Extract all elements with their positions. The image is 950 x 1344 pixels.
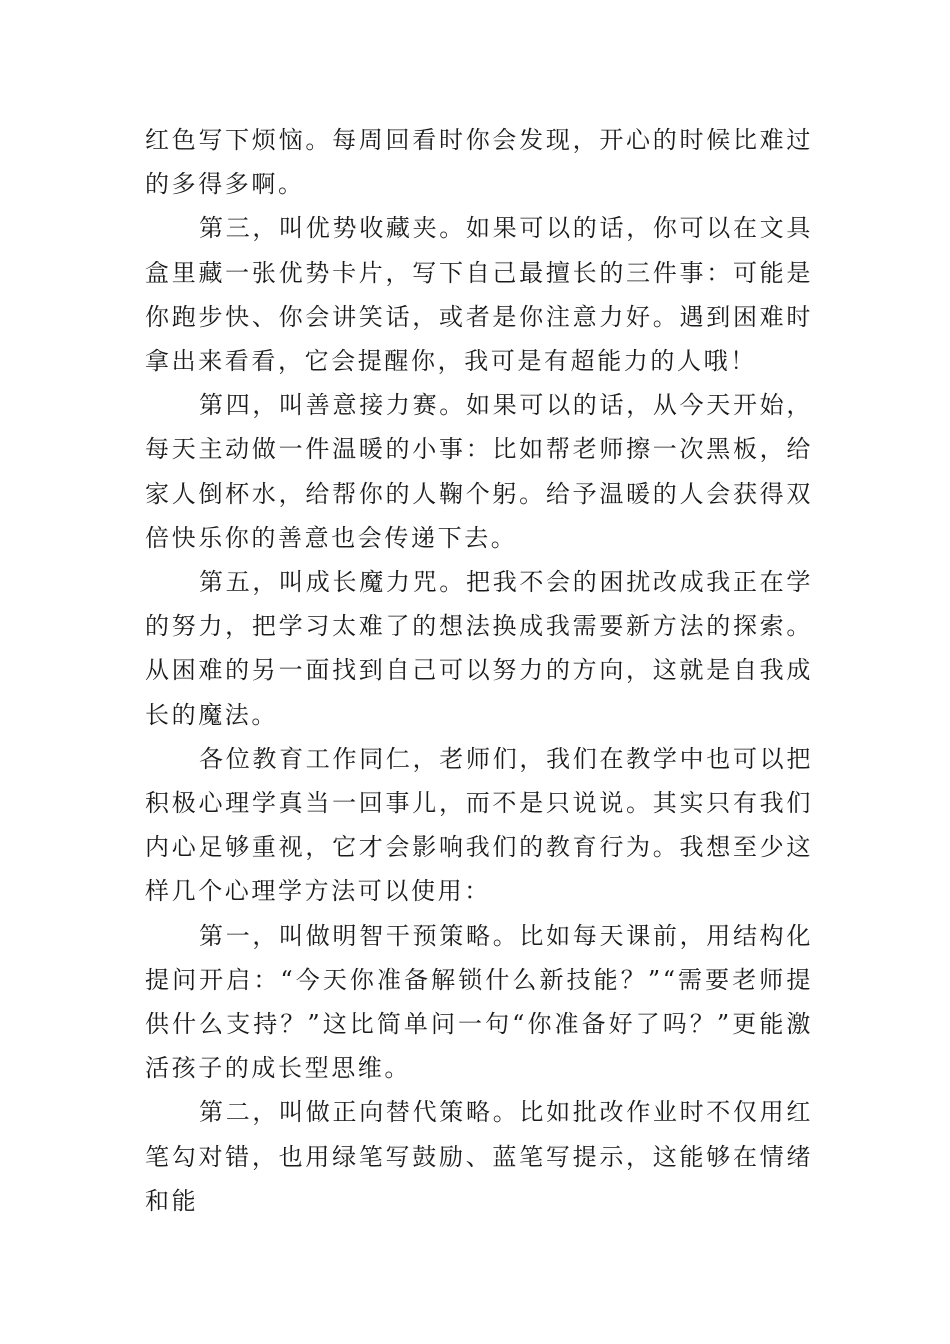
- document-body: [145, 118, 813, 1223]
- paragraph-5: 各位教育工作同仁，老师们，我们在教学中也可以把积极心理学真当一回事儿，而不是只说说。其实只有我们内心足够重视，它才会影响我们的教育行为。我想至少这样几个心理学方法可以使用：: [145, 744, 813, 906]
- paragraph-4: 第五，叫成长魔力咒。把我不会的困扰改成我正在学的努力，把学习太难了的想法换成我需要新方法的探索。从困难的另一面找到自己可以努力的方向，这就是自我成长的魔法。: [145, 568, 813, 729]
- paragraph-1: 红色写下烦恼。每周回看时你会发现，开心的时候比难过的多得多啊。: [145, 126, 813, 199]
- paragraph-7: 第二，叫做正向替代策略。比如批改作业时不仅用红笔勾对错，也用绿笔写鼓励、蓝笔写提示，这能够在情绪和能: [145, 1098, 813, 1215]
- paragraph-2: 第三，叫优势收藏夹。如果可以的话，你可以在文具盒里藏一张优势卡片，写下自己最擅长的三件事：可能是你跑步快、你会讲笑话，或者是你注意力好。遇到困难时拿出来看看，它会提醒你，我可是有超能力的人哦！: [145, 214, 813, 376]
- paragraph-6: 第一，叫做明智干预策略。比如每天课前，用结构化提问开启：“今天你准备解锁什么新技能？”“需要老师提供什么支持？”这比简单问一句“你准备好了吗？”更能激活孩子的成长型思维。: [145, 921, 813, 1083]
- paragraph-3: 第四，叫善意接力赛。如果可以的话，从今天开始，每天主动做一件温暖的小事：比如帮老师擦一次黑板，给家人倒杯水，给帮你的人鞠个躬。给予温暖的人会获得双倍快乐你的善意也会传递下去。: [145, 391, 813, 552]
